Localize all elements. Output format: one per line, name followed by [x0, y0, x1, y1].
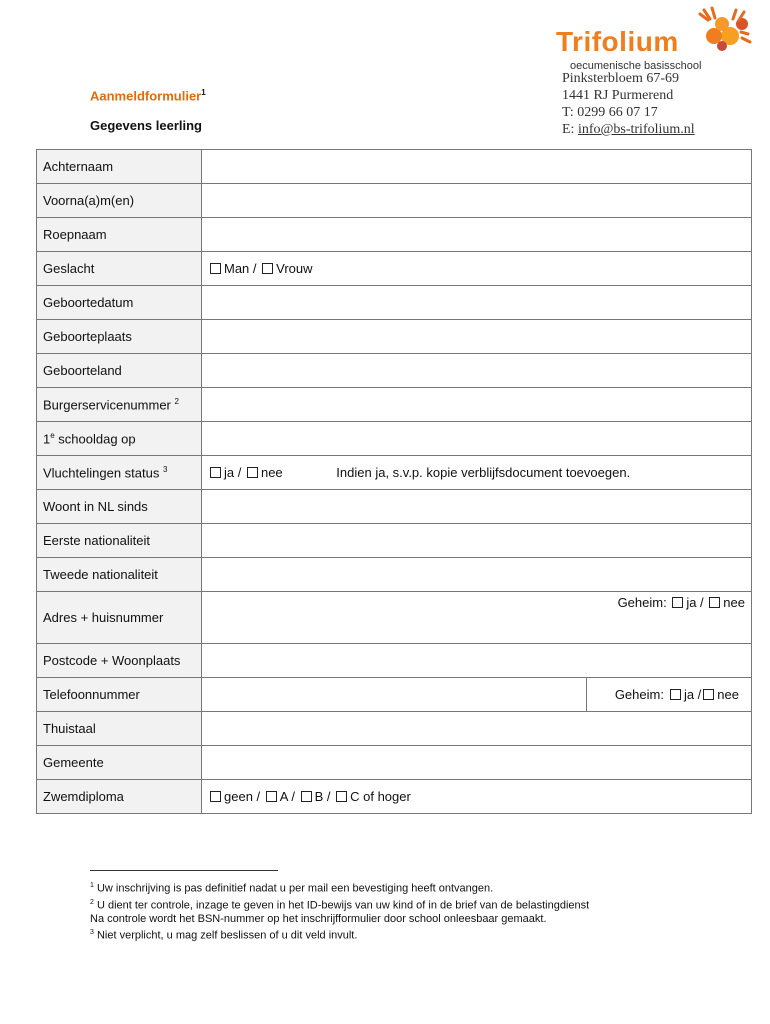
logo-hands-icon	[690, 6, 754, 56]
footnote-1-number: 1	[90, 882, 94, 889]
input-geboorteplaats[interactable]	[202, 320, 752, 354]
table-row	[37, 320, 752, 354]
table-row	[37, 678, 752, 712]
option-vlucht-ja: ja /	[224, 465, 242, 480]
section-title: Gegevens leerling	[90, 118, 202, 133]
label-telefoon: Telefoonnummer	[37, 678, 202, 712]
input-roepnaam[interactable]	[202, 218, 752, 252]
input-gemeente[interactable]	[202, 746, 752, 780]
address-phone: T: 0299 66 07 17	[562, 105, 658, 120]
option-zwem-a: A /	[279, 789, 295, 804]
vlucht-text: Vluchtelingen status	[43, 465, 160, 481]
footnote-1-text: Uw inschrijving is pas definitief nadat u per mail een bevestiging heeft ontvangen.	[96, 882, 494, 895]
email-prefix: E:	[562, 122, 578, 137]
schooldag-ordinal: e	[50, 430, 55, 440]
label-nat2: Tweede nationaliteit	[37, 558, 202, 592]
footnote-2-number: 2	[90, 898, 94, 906]
table-row	[37, 150, 752, 184]
table-row	[37, 354, 752, 388]
label-voornamen: Voorna(a)m(en)	[37, 184, 202, 218]
input-woont[interactable]	[202, 490, 752, 524]
school-address	[562, 70, 695, 138]
label-geboorteland: Geboorteland	[37, 354, 202, 388]
option-vrouw: Vrouw	[276, 261, 313, 276]
label-nat1: Eerste nationaliteit	[37, 524, 202, 558]
logo-wordmark: Trifolium	[556, 26, 679, 57]
telefoon-geheim-label: Geheim:	[614, 687, 664, 702]
input-thuistaal[interactable]	[202, 712, 752, 746]
option-tel-geheim-nee: nee	[717, 687, 739, 702]
table-row	[37, 712, 752, 746]
label-postcode: Postcode + Woonplaats	[37, 644, 202, 678]
footnote-3-number: 3	[90, 929, 94, 937]
input-geboorteland[interactable]	[202, 354, 752, 388]
table-row	[37, 422, 752, 456]
label-woont: Woont in NL sinds	[37, 490, 202, 524]
option-zwem-b: B /	[314, 789, 331, 804]
label-achternaam: Achternaam	[37, 150, 202, 184]
checkbox-zwem-geen[interactable]	[210, 791, 221, 802]
footnote-ref-2: 2	[174, 396, 179, 406]
telefoon-cell	[202, 678, 752, 712]
option-zwem-geen: geen /	[224, 789, 261, 804]
table-row	[37, 456, 752, 490]
table-row	[37, 524, 752, 558]
checkbox-adres-geheim-ja[interactable]	[672, 597, 683, 608]
input-voornamen[interactable]	[202, 184, 752, 218]
label-adres: Adres + huisnummer	[37, 592, 202, 644]
label-geslacht: Geslacht	[37, 252, 202, 286]
footnote-divider	[90, 870, 278, 871]
input-bsn[interactable]	[202, 388, 752, 422]
table-row	[37, 252, 752, 286]
geslacht-options	[202, 252, 752, 286]
vluchtelingen-options	[202, 456, 752, 490]
checkbox-adres-geheim-nee[interactable]	[709, 597, 720, 608]
checkbox-vlucht-nee[interactable]	[247, 467, 258, 478]
table-row	[37, 286, 752, 320]
label-gemeente: Gemeente	[37, 746, 202, 780]
table-row	[37, 780, 752, 814]
logo-subtitle: oecumenische basisschool	[570, 60, 702, 72]
checkbox-vlucht-ja[interactable]	[210, 467, 221, 478]
address-street: Pinksterbloem 67-69	[562, 71, 680, 86]
table-row	[37, 746, 752, 780]
checkbox-vrouw[interactable]	[262, 263, 273, 274]
footnote-2	[90, 896, 730, 913]
input-telefoon[interactable]	[202, 678, 587, 711]
checkbox-zwem-a[interactable]	[266, 791, 277, 802]
footnote-3-text: Niet verplicht, u mag zelf beslissen of u dit veld invult.	[96, 929, 358, 942]
label-bsn	[37, 388, 202, 422]
bsn-text: Burgerservicenummer	[43, 397, 171, 413]
footnote-2-text: U dient ter controle, inzage te geven in het ID-bewijs van uw kind of in de brief van de belastingdienst	[96, 899, 590, 912]
table-row	[37, 592, 752, 644]
address-city: 1441 RJ Purmerend	[562, 88, 674, 103]
label-roepnaam: Roepnaam	[37, 218, 202, 252]
checkbox-man[interactable]	[210, 263, 221, 274]
label-schooldag	[37, 422, 202, 456]
checkbox-tel-geheim-ja[interactable]	[670, 689, 681, 700]
table-row	[37, 388, 752, 422]
footnote-ref-1: 1	[201, 88, 206, 97]
school-logo	[556, 6, 756, 72]
zwem-options	[202, 780, 752, 814]
input-geboortedatum[interactable]	[202, 286, 752, 320]
label-geboortedatum: Geboortedatum	[37, 286, 202, 320]
label-thuistaal: Thuistaal	[37, 712, 202, 746]
footnotes	[90, 870, 730, 943]
label-zwemdiploma: Zwemdiploma	[37, 780, 202, 814]
input-achternaam[interactable]	[202, 150, 752, 184]
schooldag-number: 1	[43, 431, 51, 447]
vlucht-note: Indien ja, s.v.p. kopie verblijfsdocument toevoegen.	[336, 465, 631, 480]
option-tel-geheim-ja: ja /	[683, 687, 702, 702]
input-nat1[interactable]	[202, 524, 752, 558]
option-man: Man /	[224, 261, 257, 276]
checkbox-zwem-c[interactable]	[336, 791, 347, 802]
option-zwem-c: C of hoger	[350, 789, 411, 804]
input-nat2[interactable]	[202, 558, 752, 592]
adres-geheim-label: Geheim:	[617, 595, 667, 610]
option-adres-geheim-nee: nee	[723, 595, 745, 610]
form-title-text: Aanmeldformulier	[90, 88, 202, 104]
label-vluchtelingen	[37, 456, 202, 490]
footnote-ref-3: 3	[162, 464, 168, 474]
label-geboorteplaats: Geboorteplaats	[37, 320, 202, 354]
table-row	[37, 490, 752, 524]
telefoon-geheim	[587, 678, 751, 711]
schooldag-text: schooldag op	[54, 431, 136, 447]
input-adres[interactable]	[202, 592, 752, 644]
checkbox-tel-geheim-nee[interactable]	[703, 689, 714, 700]
footnote-3	[90, 926, 730, 943]
footnote-1	[90, 879, 730, 896]
form-title	[90, 88, 206, 103]
table-row	[37, 558, 752, 592]
email-link[interactable]: info@bs-trifolium.nl	[577, 122, 695, 137]
option-vlucht-nee: nee	[260, 465, 283, 480]
table-row	[37, 218, 752, 252]
table-row	[37, 184, 752, 218]
student-form-table	[36, 149, 752, 814]
option-adres-geheim-ja: ja /	[686, 595, 704, 610]
input-schooldag[interactable]	[202, 422, 752, 456]
table-row	[37, 644, 752, 678]
address-email-line	[562, 121, 695, 138]
footnote-2-note: Na controle wordt het BSN-nummer op het inschrijfformulier door school onleesbaar gemaakt.	[90, 913, 547, 926]
input-postcode[interactable]	[202, 644, 752, 678]
checkbox-zwem-b[interactable]	[301, 791, 312, 802]
